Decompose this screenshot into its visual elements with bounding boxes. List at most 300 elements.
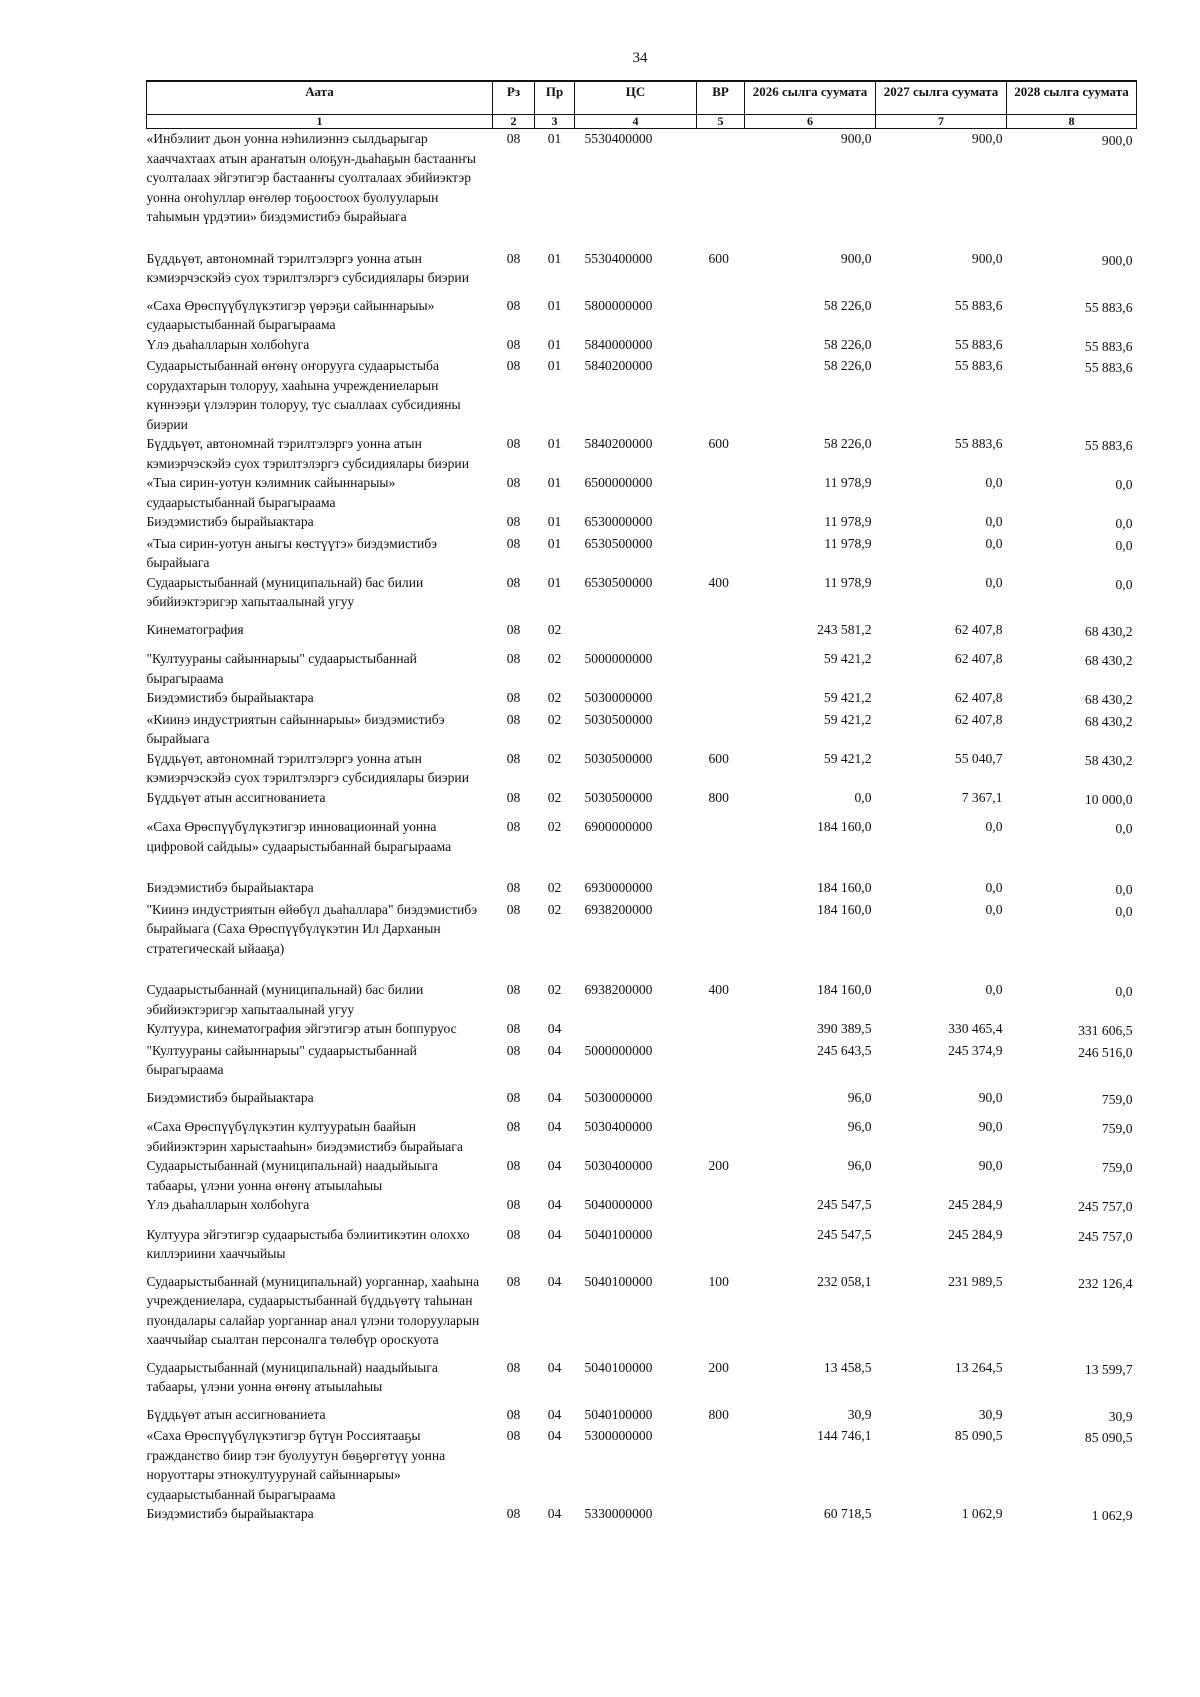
cell-vr: 800 xyxy=(708,789,729,805)
cell-name: "Киинэ индустриятын өйөбүл дьаһаллара" биэдэмистибэ бырайыага (Саха Өрөспүүбүлүкэтин Ил Дарханын стратегическай ыйааҕа) xyxy=(146,901,478,956)
cell-2027: 0,0 xyxy=(985,982,1003,997)
cell-name: Бүддьүөт атын ассигнованиета xyxy=(146,1406,326,1422)
cell-pr: 02 xyxy=(547,621,562,637)
cell-2027: 0,0 xyxy=(985,475,1003,490)
cell-vr xyxy=(697,1504,745,1526)
table-row xyxy=(147,1504,1137,1526)
cell-vr xyxy=(697,1019,745,1041)
cell-cs: 5030500000 xyxy=(584,711,653,727)
cell-pr: 04 xyxy=(547,1021,562,1036)
cell-name: Бүддьүөт, автономнай тэрилтэлэргэ уонна атын кэмиэрчэскэйэ суох тэрилтэлэргэ субсидиялары биэрии xyxy=(146,750,469,785)
cell-pr: 02 xyxy=(547,789,562,805)
table-body xyxy=(147,129,1137,1526)
cell-name: Биэдэмистибэ бырайыактара xyxy=(146,880,314,895)
cell-cs: 5030500000 xyxy=(584,789,653,805)
cell-pr: 04 xyxy=(547,1506,562,1521)
cell-name: Судаарыстыбаннай (муниципальнай) бас билии эбийиэктэригэр хапытаалынай угуу xyxy=(146,982,424,1017)
cell-rz: 08 xyxy=(506,436,521,451)
cell-rz: 08 xyxy=(506,1158,521,1173)
cell-pr: 04 xyxy=(547,1359,562,1375)
table-row xyxy=(147,473,1137,512)
cell-cs: 5040100000 xyxy=(584,1273,653,1289)
cell-2028: 68 430,2 xyxy=(1084,713,1133,729)
cell-vr xyxy=(697,1426,745,1504)
cell-rz: 08 xyxy=(506,1406,521,1422)
cell-cs: 5800000000 xyxy=(584,297,653,313)
cell-2027: 62 407,8 xyxy=(954,651,1003,666)
table-row xyxy=(147,649,1137,688)
cell-pr: 01 xyxy=(547,514,562,529)
cell-rz: 08 xyxy=(506,514,521,529)
table-row xyxy=(147,1426,1137,1504)
cell-2027: 85 090,5 xyxy=(954,1428,1003,1443)
cell-2026: 900,0 xyxy=(840,131,872,146)
cell-rz: 08 xyxy=(506,1197,521,1212)
cell-2028: 759,0 xyxy=(1101,1091,1133,1107)
table-row xyxy=(147,1272,1137,1358)
cell-2026: 184 160,0 xyxy=(817,901,872,917)
cell-2026: 184 160,0 xyxy=(817,982,872,997)
cell-2027: 90,0 xyxy=(978,1089,1003,1105)
cell-cs: 5000000000 xyxy=(584,1042,653,1058)
page-number: 34 xyxy=(632,50,648,66)
column-number: 4 xyxy=(575,115,697,129)
cell-vr: 600 xyxy=(708,250,729,266)
cell-rz: 08 xyxy=(506,297,521,313)
cell-2028: 85 090,5 xyxy=(1084,1430,1133,1445)
table-row xyxy=(147,788,1137,818)
table-row xyxy=(147,1088,1137,1118)
cell-2026: 59 421,2 xyxy=(823,750,872,766)
cell-name: "Култуураны сайыннарыы" судаарыстыбаннай бырагыраама xyxy=(146,651,417,686)
cell-vr: 400 xyxy=(708,574,729,590)
cell-2028: 900,0 xyxy=(1101,252,1133,268)
cell-cs xyxy=(575,620,697,650)
cell-cs: 5030400000 xyxy=(584,1119,653,1134)
cell-2028: 331 606,5 xyxy=(1078,1023,1133,1038)
cell-cs: 5030000000 xyxy=(584,690,653,705)
header-cs: ЦС xyxy=(575,81,697,115)
column-number: 8 xyxy=(1007,115,1137,129)
header-row xyxy=(147,81,1137,115)
cell-rz: 08 xyxy=(506,1021,521,1036)
cell-2028: 0,0 xyxy=(1115,537,1133,553)
cell-2027: 30,9 xyxy=(978,1406,1003,1422)
cell-rz: 08 xyxy=(506,880,521,895)
cell-cs: 5330000000 xyxy=(584,1506,653,1521)
cell-pr: 01 xyxy=(547,358,562,373)
table-row xyxy=(147,980,1137,1019)
cell-vr xyxy=(697,1195,745,1225)
cell-rz: 08 xyxy=(506,574,521,590)
cell-2028: 0,0 xyxy=(1115,516,1133,531)
cell-pr: 04 xyxy=(547,1119,562,1134)
cell-2027: 0,0 xyxy=(985,535,1003,551)
cell-2028: 0,0 xyxy=(1115,882,1133,897)
cell-name: «Саха Өрөспүүбүлүкэтигэр инновационнай уонна цифровой сайдыы» судаарыстыбаннай бырагыраама xyxy=(146,819,452,854)
cell-2026: 245 547,5 xyxy=(817,1226,872,1242)
cell-cs: 5840000000 xyxy=(584,336,653,352)
cell-2026: 58 226,0 xyxy=(823,436,872,451)
cell-rz: 08 xyxy=(506,819,521,834)
cell-rz: 08 xyxy=(506,621,521,637)
cell-rz: 08 xyxy=(506,690,521,705)
table-row xyxy=(147,1041,1137,1088)
cell-vr xyxy=(697,473,745,512)
cell-vr xyxy=(697,335,745,357)
cell-2028: 55 883,6 xyxy=(1084,360,1133,375)
cell-2028: 900,0 xyxy=(1101,133,1133,148)
cell-2027: 245 284,9 xyxy=(948,1197,1003,1212)
table-row xyxy=(147,688,1137,710)
cell-rz: 08 xyxy=(506,1089,521,1105)
cell-cs: 5530400000 xyxy=(584,131,653,146)
table-row xyxy=(147,512,1137,534)
cell-2028: 245 757,0 xyxy=(1078,1199,1133,1214)
cell-2027: 13 264,5 xyxy=(954,1359,1003,1375)
cell-name: Судаарыстыбаннай (муниципальнай) наадыйыыга табаары, үлэни уонна өҥөнү атыылаһыы xyxy=(146,1359,438,1394)
cell-2028: 68 430,2 xyxy=(1084,653,1133,668)
column-number-row xyxy=(147,115,1137,129)
cell-vr xyxy=(697,649,745,688)
cell-2028: 0,0 xyxy=(1115,477,1133,492)
cell-rz: 08 xyxy=(506,1273,521,1289)
header-name: Аата xyxy=(147,81,493,115)
cell-2028: 13 599,7 xyxy=(1084,1361,1133,1377)
cell-pr: 01 xyxy=(547,250,562,266)
cell-2028: 55 883,6 xyxy=(1084,438,1133,453)
cell-2026: 245 547,5 xyxy=(817,1197,872,1212)
table-row xyxy=(147,335,1137,357)
cell-cs: 6530500000 xyxy=(584,535,653,551)
budget-table xyxy=(146,80,1137,1526)
cell-name: Бүддьүөт, автономнай тэрилтэлэргэ уонна атын кэмиэрчэскэйэ суох тэрилтэлэргэ субсидиялары биэрии xyxy=(146,436,469,471)
cell-rz: 08 xyxy=(506,750,521,766)
cell-cs: 5000000000 xyxy=(584,651,653,666)
cell-cs: 5840200000 xyxy=(584,436,653,451)
header-vr: ВР xyxy=(697,81,745,115)
cell-2028: 759,0 xyxy=(1101,1160,1133,1175)
header-pr: Пр xyxy=(535,81,575,115)
cell-rz: 08 xyxy=(506,475,521,490)
table-row xyxy=(147,900,1137,981)
table-row xyxy=(147,817,1137,878)
cell-2026: 13 458,5 xyxy=(823,1359,872,1375)
cell-name: «Тыа сирин-уотун аныгы көстүүтэ» биэдэмистибэ бырайыага xyxy=(146,535,437,570)
cell-vr xyxy=(697,1117,745,1156)
cell-cs: 6530000000 xyxy=(584,514,653,529)
cell-vr: 800 xyxy=(708,1406,729,1422)
table-row xyxy=(147,1019,1137,1041)
cell-name: Биэдэмистибэ бырайыактара xyxy=(146,1089,314,1105)
cell-2027: 0,0 xyxy=(985,574,1003,590)
cell-rz: 08 xyxy=(506,250,521,266)
cell-2028: 68 430,2 xyxy=(1084,692,1133,707)
cell-cs: 5030000000 xyxy=(584,1089,653,1105)
cell-2026: 59 421,2 xyxy=(823,711,872,727)
cell-2028: 232 126,4 xyxy=(1078,1275,1133,1291)
cell-2026: 144 746,1 xyxy=(817,1428,872,1443)
cell-2027: 55 040,7 xyxy=(954,750,1003,766)
cell-pr: 04 xyxy=(547,1042,562,1058)
table-row xyxy=(147,296,1137,335)
column-number: 2 xyxy=(493,115,535,129)
cell-rz: 08 xyxy=(506,1042,521,1058)
cell-vr xyxy=(697,356,745,434)
cell-cs: 5040100000 xyxy=(584,1406,653,1422)
cell-2027: 330 465,4 xyxy=(948,1021,1003,1036)
cell-vr xyxy=(697,1225,745,1272)
table-row xyxy=(147,878,1137,900)
header-rz: Рз xyxy=(493,81,535,115)
cell-2027: 231 989,5 xyxy=(948,1273,1003,1289)
table-row xyxy=(147,129,1137,249)
cell-pr: 01 xyxy=(547,297,562,313)
cell-2028: 1 062,9 xyxy=(1091,1508,1133,1523)
cell-vr xyxy=(697,620,745,650)
column-number: 7 xyxy=(876,115,1007,129)
cell-rz: 08 xyxy=(506,789,521,805)
cell-rz: 08 xyxy=(506,1226,521,1242)
cell-vr xyxy=(697,710,745,749)
cell-rz: 08 xyxy=(506,131,521,146)
cell-2027: 0,0 xyxy=(985,880,1003,895)
cell-2028: 245 757,0 xyxy=(1078,1228,1133,1244)
header-2026: 2026 сылга суумата xyxy=(745,81,876,115)
cell-rz: 08 xyxy=(506,1428,521,1443)
cell-2027: 62 407,8 xyxy=(954,690,1003,705)
table-row xyxy=(147,249,1137,296)
cell-2026: 184 160,0 xyxy=(817,819,872,834)
cell-2028: 10 000,0 xyxy=(1084,791,1133,807)
cell-name: «Саха Өрөспүүбүлүкэтин култуурatын баайын эбийиэктэрин харыстааһын» биэдэмистибэ бырайыага xyxy=(146,1119,463,1154)
cell-2027: 90,0 xyxy=(978,1158,1003,1173)
cell-cs: 5040000000 xyxy=(584,1197,653,1212)
column-number: 5 xyxy=(697,115,745,129)
cell-rz: 08 xyxy=(506,336,521,352)
cell-vr xyxy=(697,129,745,249)
cell-2026: 900,0 xyxy=(840,250,872,266)
cell-pr: 01 xyxy=(547,336,562,352)
cell-name: "Култуураны сайыннарыы" судаарыстыбаннай бырагыраама xyxy=(146,1042,417,1077)
cell-2026: 58 226,0 xyxy=(823,336,872,352)
cell-cs: 5030400000 xyxy=(584,1158,653,1173)
cell-vr xyxy=(697,817,745,878)
cell-pr: 02 xyxy=(547,901,562,917)
cell-2027: 55 883,6 xyxy=(954,436,1003,451)
cell-2027: 0,0 xyxy=(985,514,1003,529)
table-row xyxy=(147,1358,1137,1405)
table-row xyxy=(147,1225,1137,1272)
cell-2027: 245 374,9 xyxy=(948,1042,1003,1058)
cell-cs: 5040100000 xyxy=(584,1226,653,1242)
cell-name: Судаарыстыбаннай өҥөнү оҥорууга судаарыстыба сорудахтарын толоруу, хааһына учреждениеларын күннээҕи үлэлэрин толоруу, тус сыаллаах субсидияны биэрии xyxy=(146,358,461,432)
cell-2026: 11 978,9 xyxy=(824,514,872,529)
cell-cs: 5300000000 xyxy=(584,1428,653,1443)
cell-pr: 04 xyxy=(547,1158,562,1173)
cell-name: Бүддьүөт, автономнай тэрилтэлэргэ уонна атын кэмиэрчэскэйэ суох тэрилтэлэргэ субсидиялары биэрии xyxy=(146,250,469,285)
table-row xyxy=(147,1195,1137,1225)
cell-2027: 62 407,8 xyxy=(954,711,1003,727)
cell-pr: 01 xyxy=(547,131,562,146)
cell-rz: 08 xyxy=(506,358,521,373)
cell-2026: 232 058,1 xyxy=(817,1273,872,1289)
cell-name: Бүддьүөт атын ассигнованиета xyxy=(146,789,326,805)
cell-rz: 08 xyxy=(506,982,521,997)
table-row xyxy=(147,620,1137,650)
cell-2026: 96,0 xyxy=(847,1089,872,1105)
cell-name: Биэдэмистибэ бырайыактара xyxy=(146,1506,314,1521)
cell-2028: 55 883,6 xyxy=(1084,299,1133,315)
cell-2026: 96,0 xyxy=(847,1158,872,1173)
cell-2027: 55 883,6 xyxy=(954,297,1003,313)
cell-pr: 04 xyxy=(547,1226,562,1242)
cell-2027: 0,0 xyxy=(985,819,1003,834)
cell-vr: 600 xyxy=(708,750,729,766)
cell-pr: 02 xyxy=(547,880,562,895)
cell-vr: 400 xyxy=(708,982,729,997)
cell-cs: 6900000000 xyxy=(584,819,653,834)
cell-2026: 58 226,0 xyxy=(823,358,872,373)
cell-name: Судаарыстыбаннай (муниципальнай) бас билии эбийиэктэригэр хапытаалынай угуу xyxy=(146,574,424,609)
cell-2027: 900,0 xyxy=(971,131,1003,146)
cell-2028: 0,0 xyxy=(1115,576,1133,592)
table-row xyxy=(147,573,1137,620)
cell-pr: 02 xyxy=(547,750,562,766)
cell-pr: 01 xyxy=(547,574,562,590)
cell-2026: 59 421,2 xyxy=(823,690,872,705)
cell-2026: 243 581,2 xyxy=(817,621,872,637)
column-number: 3 xyxy=(535,115,575,129)
cell-cs: 6530500000 xyxy=(584,574,653,590)
cell-vr xyxy=(697,296,745,335)
cell-rz: 08 xyxy=(506,1359,521,1375)
cell-pr: 02 xyxy=(547,690,562,705)
cell-pr: 04 xyxy=(547,1406,562,1422)
cell-vr xyxy=(697,512,745,534)
cell-name: «Киинэ индустриятын сайыннарыы» биэдэмистибэ бырайыага xyxy=(146,711,445,746)
cell-2026: 184 160,0 xyxy=(817,880,872,895)
cell-2027: 0,0 xyxy=(985,901,1003,917)
cell-pr: 01 xyxy=(547,535,562,551)
cell-name: «Инбэлиит дьон уонна нэһилиэннэ сылдьарыгар хааччахтаах атын араҥатын олоҕун-дьаһаҕын бастаанҥы суолталаах эйгэтигэр бастаанҥы суолталаах эбийиэктэр уонна оҥоһуллар өҥөлөр тоҕоостоох буолууларын таһымын үрдэтии» биэдэмистибэ бырайыага xyxy=(146,131,476,224)
cell-rz: 08 xyxy=(506,1119,521,1134)
cell-2027: 7 367,1 xyxy=(961,789,1003,805)
column-number: 6 xyxy=(745,115,876,129)
cell-name: «Саха Өрөспүүбүлүкэтигэр бүтүн Россиятааҕы гражданство биир тэҥ буолуутун бөҕөргөтүү уонна норуоттары этнокултуурунай сайыннарыы» судаарыстыбаннай бырагыраама xyxy=(146,1428,446,1502)
column-number: 1 xyxy=(147,115,493,129)
cell-2026: 60 718,5 xyxy=(823,1506,872,1521)
header-2027: 2027 сылга суумата xyxy=(876,81,1007,115)
cell-name: Үлэ дьаһалларын холбоһуга xyxy=(146,1197,310,1212)
cell-2027: 1 062,9 xyxy=(961,1506,1003,1521)
cell-vr: 600 xyxy=(708,436,729,451)
cell-cs: 5840200000 xyxy=(584,358,653,373)
cell-name: Судаарыстыбаннай (муниципальнай) уорганнар, хааһына учреждениелара, судаарыстыбаннай бүддьүөтү таһынан пуондалары салайар уорганнар анал үлэни толорууларын хааччыйар сыалтан персоналга төлөбүр ороскуота xyxy=(146,1273,480,1347)
cell-2027: 90,0 xyxy=(978,1119,1003,1134)
cell-2026: 11 978,9 xyxy=(824,574,872,590)
cell-2026: 96,0 xyxy=(847,1119,872,1134)
cell-vr xyxy=(697,900,745,981)
cell-vr: 200 xyxy=(708,1359,729,1375)
cell-2028: 58 430,2 xyxy=(1084,752,1133,768)
cell-name: Биэдэмистибэ бырайыактара xyxy=(146,690,314,705)
cell-cs: 6938200000 xyxy=(584,901,653,917)
cell-name: Биэдэмистибэ бырайыактара xyxy=(146,514,314,529)
cell-name: Үлэ дьаһалларын холбоһуга xyxy=(146,336,310,352)
cell-pr: 04 xyxy=(547,1428,562,1443)
cell-2026: 11 978,9 xyxy=(824,475,872,490)
cell-2026: 58 226,0 xyxy=(823,297,872,313)
cell-vr xyxy=(697,878,745,900)
cell-2027: 55 883,6 xyxy=(954,336,1003,352)
cell-rz: 08 xyxy=(506,535,521,551)
cell-vr: 200 xyxy=(708,1158,729,1173)
cell-2027: 900,0 xyxy=(971,250,1003,266)
cell-pr: 01 xyxy=(547,436,562,451)
cell-2028: 0,0 xyxy=(1115,984,1133,999)
cell-rz: 08 xyxy=(506,711,521,727)
cell-pr: 04 xyxy=(547,1273,562,1289)
cell-vr xyxy=(697,534,745,573)
cell-rz: 08 xyxy=(506,651,521,666)
cell-2026: 59 421,2 xyxy=(823,651,872,666)
cell-vr xyxy=(697,1041,745,1088)
cell-2028: 0,0 xyxy=(1115,821,1133,836)
cell-cs: 5040100000 xyxy=(584,1359,653,1375)
cell-2026: 11 978,9 xyxy=(824,535,872,551)
cell-2028: 55 883,6 xyxy=(1084,338,1133,354)
cell-name: Судаарыстыбаннай (муниципальнай) наадыйыыга табаары, үлэни уонна өҥөнү атыылаһыы xyxy=(146,1158,438,1193)
cell-2028: 0,0 xyxy=(1115,903,1133,919)
cell-2026: 245 643,5 xyxy=(817,1042,872,1058)
cell-rz: 08 xyxy=(506,901,521,917)
cell-vr xyxy=(697,1088,745,1118)
table-row xyxy=(147,434,1137,473)
cell-cs xyxy=(575,1019,697,1041)
cell-vr: 100 xyxy=(708,1273,729,1289)
cell-2027: 245 284,9 xyxy=(948,1226,1003,1242)
cell-2026: 30,9 xyxy=(847,1406,872,1422)
cell-2026: 390 389,5 xyxy=(817,1021,872,1036)
cell-rz: 08 xyxy=(506,1506,521,1521)
cell-cs: 6930000000 xyxy=(584,880,653,895)
header-2028: 2028 сылга суумата xyxy=(1007,81,1137,115)
cell-pr: 02 xyxy=(547,982,562,997)
cell-2027: 62 407,8 xyxy=(954,621,1003,637)
cell-vr xyxy=(697,688,745,710)
cell-2027: 55 883,6 xyxy=(954,358,1003,373)
table-row xyxy=(147,1405,1137,1427)
cell-pr: 02 xyxy=(547,651,562,666)
cell-name: Кинематография xyxy=(146,621,244,637)
cell-cs: 6938200000 xyxy=(584,982,653,997)
table-row xyxy=(147,749,1137,788)
table-row xyxy=(147,1117,1137,1156)
cell-pr: 04 xyxy=(547,1089,562,1105)
cell-pr: 02 xyxy=(547,819,562,834)
cell-2028: 68 430,2 xyxy=(1084,623,1133,639)
cell-name: Култуура эйгэтигэр судаарыстыба бэлиитикэтин олоххо киллэриини хааччыйыы xyxy=(146,1226,470,1261)
cell-name: «Саха Өрөспүүбүлүкэтигэр үөрэҕи сайыннарыы» судаарыстыбаннай бырагыраама xyxy=(146,297,435,332)
table-row xyxy=(147,534,1137,573)
cell-pr: 04 xyxy=(547,1197,562,1212)
cell-2028: 30,9 xyxy=(1108,1408,1133,1424)
cell-name: «Тыа сирин-уотун кэлимник сайыннарыы» судаарыстыбаннай бырагыраама xyxy=(146,475,396,510)
cell-cs: 5530400000 xyxy=(584,250,653,266)
cell-cs: 5030500000 xyxy=(584,750,653,766)
cell-2028: 759,0 xyxy=(1101,1121,1133,1136)
